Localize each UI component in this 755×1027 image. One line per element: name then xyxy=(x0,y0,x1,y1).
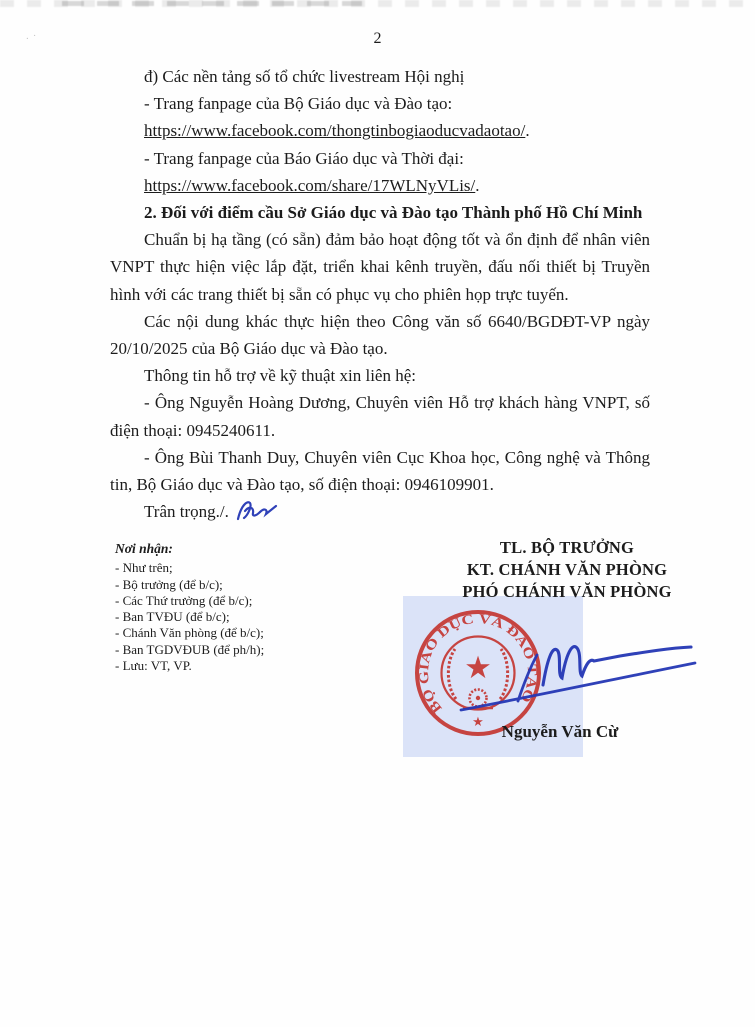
recipient-item: - Lưu: VT, VP. xyxy=(115,658,192,674)
contact-2: - Ông Bùi Thanh Duy, Chuyên viên Cục Khoa học, Công nghệ và Thông tin, Bộ Giáo dục và Đào tạo, số điện thoại: 0946109901. xyxy=(110,447,650,495)
seal-ring-text: BỘ GIÁO DỤC VÀ ĐÀO TẠO xyxy=(415,610,541,717)
fanpage-moet-period: . xyxy=(525,121,530,141)
handwritten-signature-icon xyxy=(455,633,700,718)
fanpage-gdtd-link[interactable]: https://www.facebook.com/share/17WLNyVLis/ xyxy=(144,175,476,195)
list-item-d: đ) Các nền tảng số tổ chức livestream Hội nghị xyxy=(144,67,465,86)
paragraph-other-contents: Các nội dung khác thực hiện theo Công văn số 6640/BGDĐT-VP ngày 20/10/2025 của Bộ Giáo dục và Đào tạo. xyxy=(110,311,650,359)
recipient-item: - Như trên; xyxy=(115,560,173,576)
seal-bottom-star-icon: ★ xyxy=(472,714,484,729)
paragraph-infrastructure: Chuẩn bị hạ tầng (có sẵn) đảm bảo hoạt động tốt và ổn định để nhân viên VNPT thực hiện việc lắp đặt, triển khai kênh truyền, đấu nối thiết bị Truyền hình với các trang thiết bị sẵn có phục vụ cho phiên họp trực tuyến. xyxy=(110,230,650,304)
fanpage-gdtd-line xyxy=(110,172,650,199)
signature-heading-line2: KT. CHÁNH VĂN PHÒNG xyxy=(466,560,668,579)
recipients-heading: Nơi nhận: xyxy=(115,541,173,556)
closing-text: Trân trọng./. xyxy=(144,502,229,522)
signer-name: Nguyễn Văn Cừ xyxy=(501,722,619,741)
recipient-item: - Chánh Văn phòng (để b/c); xyxy=(115,625,264,641)
emblem-star-icon: ★ xyxy=(464,650,492,685)
recipient-item: - Ban TGDVĐUB (để ph/h); xyxy=(115,641,265,657)
support-intro: Thông tin hỗ trợ về kỹ thuật xin liên hệ: xyxy=(144,366,416,386)
document-body xyxy=(110,63,650,525)
fanpage-moet-link[interactable]: https://www.facebook.com/thongtinbogiaoducvadaotao/ xyxy=(144,121,526,141)
recipients-block xyxy=(115,541,264,674)
recipient-item: - Bộ trưởng (để b/c); xyxy=(115,576,223,592)
scan-artifact-top-dark xyxy=(62,1,362,6)
signature-heading-line3: PHÓ CHÁNH VĂN PHÒNG xyxy=(462,582,672,601)
fanpage-gdtd-period: . xyxy=(475,175,480,195)
closing-line xyxy=(110,498,650,525)
fanpage-moet-label: - Trang fanpage của Bộ Giáo dục và Đào tạo: xyxy=(144,94,453,114)
contact-1: - Ông Nguyễn Hoàng Dương, Chuyên viên Hỗ trợ khách hàng VNPT, số điện thoại: 0945240611. xyxy=(110,393,650,440)
handwritten-initial-icon xyxy=(234,498,278,524)
fanpage-moet-line xyxy=(110,117,650,144)
fanpage-gdtd-label: - Trang fanpage của Báo Giáo dục và Thời đại: xyxy=(144,148,464,168)
signature-heading xyxy=(400,537,734,603)
page-number: 2 xyxy=(373,30,382,47)
scan-smudge: .· xyxy=(26,30,41,42)
section-2-heading: 2. Đối với điểm cầu Sở Giáo dục và Đào tạo Thành phố Hồ Chí Minh xyxy=(144,203,643,223)
recipient-item: - Ban TVĐU (để b/c); xyxy=(115,609,230,625)
recipient-item: - Các Thứ trưởng (để b/c); xyxy=(115,592,253,608)
signature-heading-line1: TL. BỘ TRƯỞNG xyxy=(499,538,635,557)
